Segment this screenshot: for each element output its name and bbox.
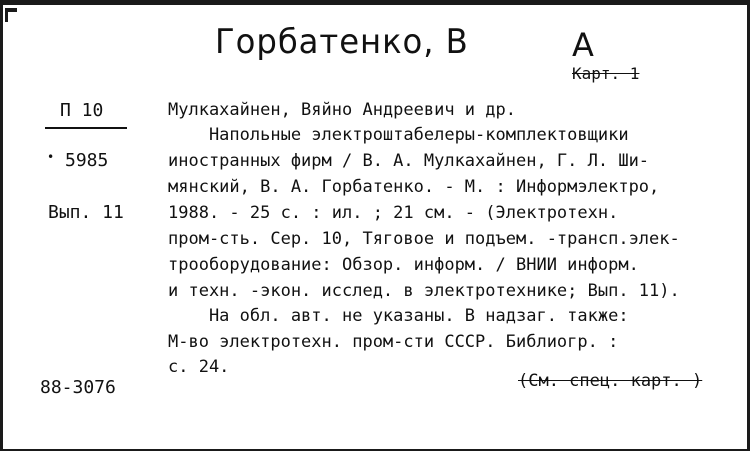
see-special-card-note: (См. спец. карт. ) [518, 371, 703, 391]
body-line: иностранных фирм / В. А. Мулкахайнен, Г. Л. Ши- [168, 151, 650, 171]
shelf-underline [45, 127, 127, 129]
shelf-mark: П 10 [60, 100, 104, 121]
card-label: Карт. 1 [572, 64, 640, 83]
body-line: На обл. авт. не указаны. В надзаг. также: [168, 306, 629, 326]
body-line: 1988. - 25 с. : ил. ; 21 см. - (Электротехн. [168, 203, 619, 223]
handwritten-letter: А [572, 26, 595, 64]
card-top-border [0, 0, 750, 5]
body-line: М-во электротехн. пром-сти СССР. Библиогр. : [168, 332, 619, 352]
body-line: с. 24. [168, 357, 230, 377]
body-line: Напольные электроштабелеры-комплектовщики [168, 125, 629, 145]
body-line: трооборудование: Обзор. информ. / ВНИИ информ. [168, 255, 639, 275]
body-line: мянский, В. А. Горбатенко. - М. : Информэлектро, [168, 177, 660, 197]
dot-mark: • [47, 150, 55, 164]
accession-number: 88-3076 [40, 377, 116, 398]
record-number: 5985 [65, 150, 109, 171]
card-left-border [0, 0, 3, 451]
body-line: Мулкахайнен, Вяйно Андреевич и др. [168, 100, 516, 120]
handwritten-author: Горбатенко, В [215, 22, 469, 62]
corner-mark-vertical [5, 8, 8, 22]
issue-number: Вып. 11 [48, 202, 124, 223]
body-line: пром-сть. Сер. 10, Тяговое и подъем. -трансп.элек- [168, 229, 680, 249]
body-line: и техн. -экон. исслед. в электротехнике; Вып. 11). [168, 281, 680, 301]
